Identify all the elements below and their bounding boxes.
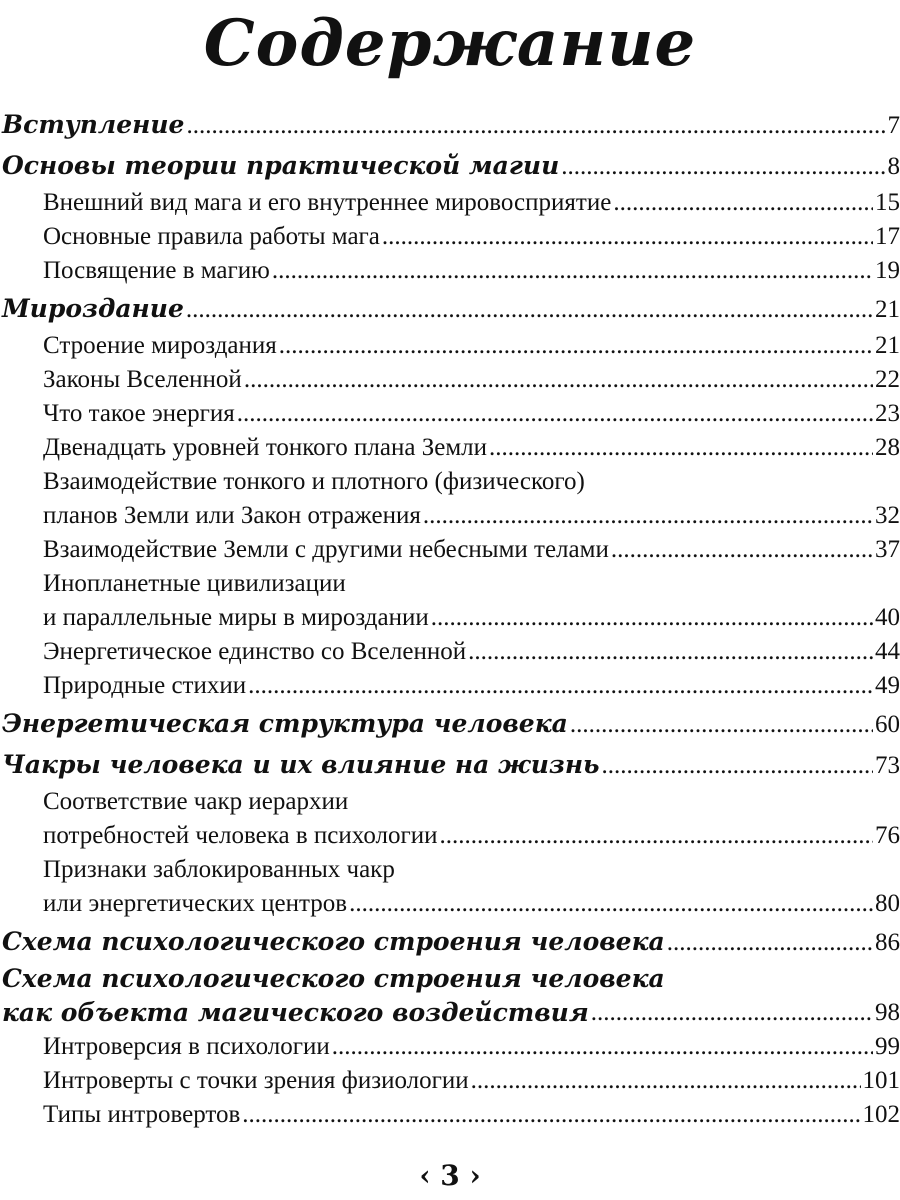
toc-entry-title: потребностей человека в психологии: [43, 819, 439, 853]
page-title: Содержание: [203, 6, 697, 81]
toc-entry-page: 76: [875, 822, 900, 849]
toc-subsection-entry: [0, 363, 900, 397]
toc-entry-title-line: Инопланетные цивилизации: [43, 570, 346, 597]
toc-subsection-entry: [0, 785, 900, 853]
toc-entry-page: 21: [875, 332, 900, 359]
toc-entry-title: Основы теории практической магии: [2, 145, 561, 186]
toc-entry-title: или энергетических центров: [43, 887, 349, 921]
toc-entry-title: Типы интровертов: [43, 1098, 242, 1132]
dot-leader: [186, 289, 873, 330]
toc-entry-title: Схема психологического строения человека: [2, 921, 667, 962]
toc-entry-page: 49: [875, 672, 900, 699]
dot-leader: [248, 669, 873, 703]
toc-entry-page: 22: [875, 366, 900, 393]
dot-leader: [591, 996, 873, 1030]
toc-section-entry: [0, 921, 900, 962]
toc-subsection-entry: [0, 635, 900, 669]
toc-entry-title-line: Соответствие чакр иерархии: [43, 788, 349, 815]
toc-entry-title: Посвящение в магию: [43, 254, 272, 288]
toc-entry-page: 60: [875, 711, 900, 738]
toc-entry-title-line: Схема психологического строения человека: [2, 964, 665, 993]
dot-leader: [489, 431, 873, 465]
toc-subsection-entry: [0, 431, 900, 465]
toc-entry-title: Мироздание: [2, 288, 186, 329]
toc-subsection-entry: [0, 186, 900, 220]
toc-entry-title: Двенадцать уровней тонкого плана Земли: [43, 431, 489, 465]
toc-entry-title: Взаимодействие Земли с другими небесными телами: [43, 533, 611, 567]
dot-leader: [471, 1064, 861, 1098]
toc-subsection-entry: [0, 329, 900, 363]
toc-entry-title: Законы Вселенной: [43, 363, 244, 397]
toc-entry-page: 73: [875, 752, 900, 779]
toc-entry-page: 37: [875, 536, 900, 563]
toc-entry-page: 102: [862, 1101, 900, 1128]
toc-entry-title: Что такое энергия: [43, 397, 237, 431]
toc-entry-title: Энергетическое единство со Вселенной: [43, 635, 468, 669]
table-of-contents: [0, 104, 900, 1132]
dot-leader: [332, 1030, 873, 1064]
toc-section-entry: [0, 744, 900, 785]
toc-entry-page: 19: [875, 257, 900, 284]
toc-section-entry: [0, 703, 900, 744]
toc-entry-page: 101: [862, 1067, 900, 1094]
dot-leader: [468, 635, 873, 669]
toc-entry-title: Основные правила работы мага: [43, 220, 382, 254]
toc-entry-page: 40: [875, 604, 900, 631]
toc-subsection-entry: [0, 669, 900, 703]
toc-entry-title: Интроверты с точки зрения физиологии: [43, 1064, 471, 1098]
dot-leader: [611, 533, 873, 567]
dot-leader: [186, 105, 885, 146]
dot-leader: [431, 601, 873, 635]
toc-entry-page: 21: [875, 296, 900, 323]
toc-subsection-entry: [0, 533, 900, 567]
toc-subsection-entry: [0, 465, 900, 533]
toc-entry-page: 44: [875, 638, 900, 665]
toc-entry-page: 7: [887, 112, 900, 139]
dot-leader: [244, 363, 873, 397]
toc-entry-title: и параллельные миры в мироздании: [43, 601, 431, 635]
dot-leader: [667, 922, 873, 963]
toc-section-entry: [0, 962, 900, 1030]
toc-entry-page: 23: [875, 400, 900, 427]
dot-leader: [423, 499, 873, 533]
toc-entry-page: 15: [875, 189, 900, 216]
toc-entry-page: 86: [875, 929, 900, 956]
toc-entry-title: как объекта магического воздействия: [2, 996, 591, 1030]
toc-entry-page: 17: [875, 223, 900, 250]
toc-entry-page: 32: [875, 502, 900, 529]
toc-entry-title: Внешний вид мага и его внутреннее мировосприятие: [43, 186, 613, 220]
dot-leader: [561, 146, 885, 187]
toc-entry-title: планов Земли или Закон отражения: [43, 499, 423, 533]
toc-entry-title: Строение мироздания: [43, 329, 279, 363]
toc-entry-page: 99: [875, 1033, 900, 1060]
toc-section-entry: [0, 104, 900, 145]
toc-entry-page: 28: [875, 434, 900, 461]
toc-subsection-entry: [0, 397, 900, 431]
dot-leader: [602, 745, 873, 786]
toc-section-entry: [0, 145, 900, 186]
toc-entry-title: Интроверсия в психологии: [43, 1030, 332, 1064]
toc-entry-page: 80: [875, 890, 900, 917]
dot-leader: [242, 1098, 860, 1132]
toc-subsection-entry: [0, 567, 900, 635]
toc-subsection-entry: [0, 1098, 900, 1132]
page-number: ‹ 3 ›: [419, 1159, 481, 1192]
toc-section-entry: [0, 288, 900, 329]
dot-leader: [237, 397, 873, 431]
toc-subsection-entry: [0, 853, 900, 921]
toc-entry-title: Энергетическая структура человека: [2, 703, 570, 744]
dot-leader: [279, 329, 873, 363]
dot-leader: [439, 819, 873, 853]
dot-leader: [382, 220, 873, 254]
toc-subsection-entry: [0, 1030, 900, 1064]
toc-subsection-entry: [0, 220, 900, 254]
dot-leader: [349, 887, 873, 921]
toc-entry-title: Природные стихии: [43, 669, 248, 703]
toc-entry-title-line: Признаки заблокированных чакр: [43, 856, 395, 883]
dot-leader: [613, 186, 873, 220]
dot-leader: [570, 704, 873, 745]
toc-subsection-entry: [0, 254, 900, 288]
dot-leader: [272, 254, 873, 288]
toc-entry-page: 98: [875, 999, 900, 1026]
toc-entry-title: Чакры человека и их влияние на жизнь: [2, 744, 602, 785]
toc-entry-title: Вступление: [2, 104, 186, 145]
toc-entry-page: 8: [887, 153, 900, 180]
toc-entry-title-line: Взаимодействие тонкого и плотного (физического): [43, 468, 585, 495]
toc-subsection-entry: [0, 1064, 900, 1098]
